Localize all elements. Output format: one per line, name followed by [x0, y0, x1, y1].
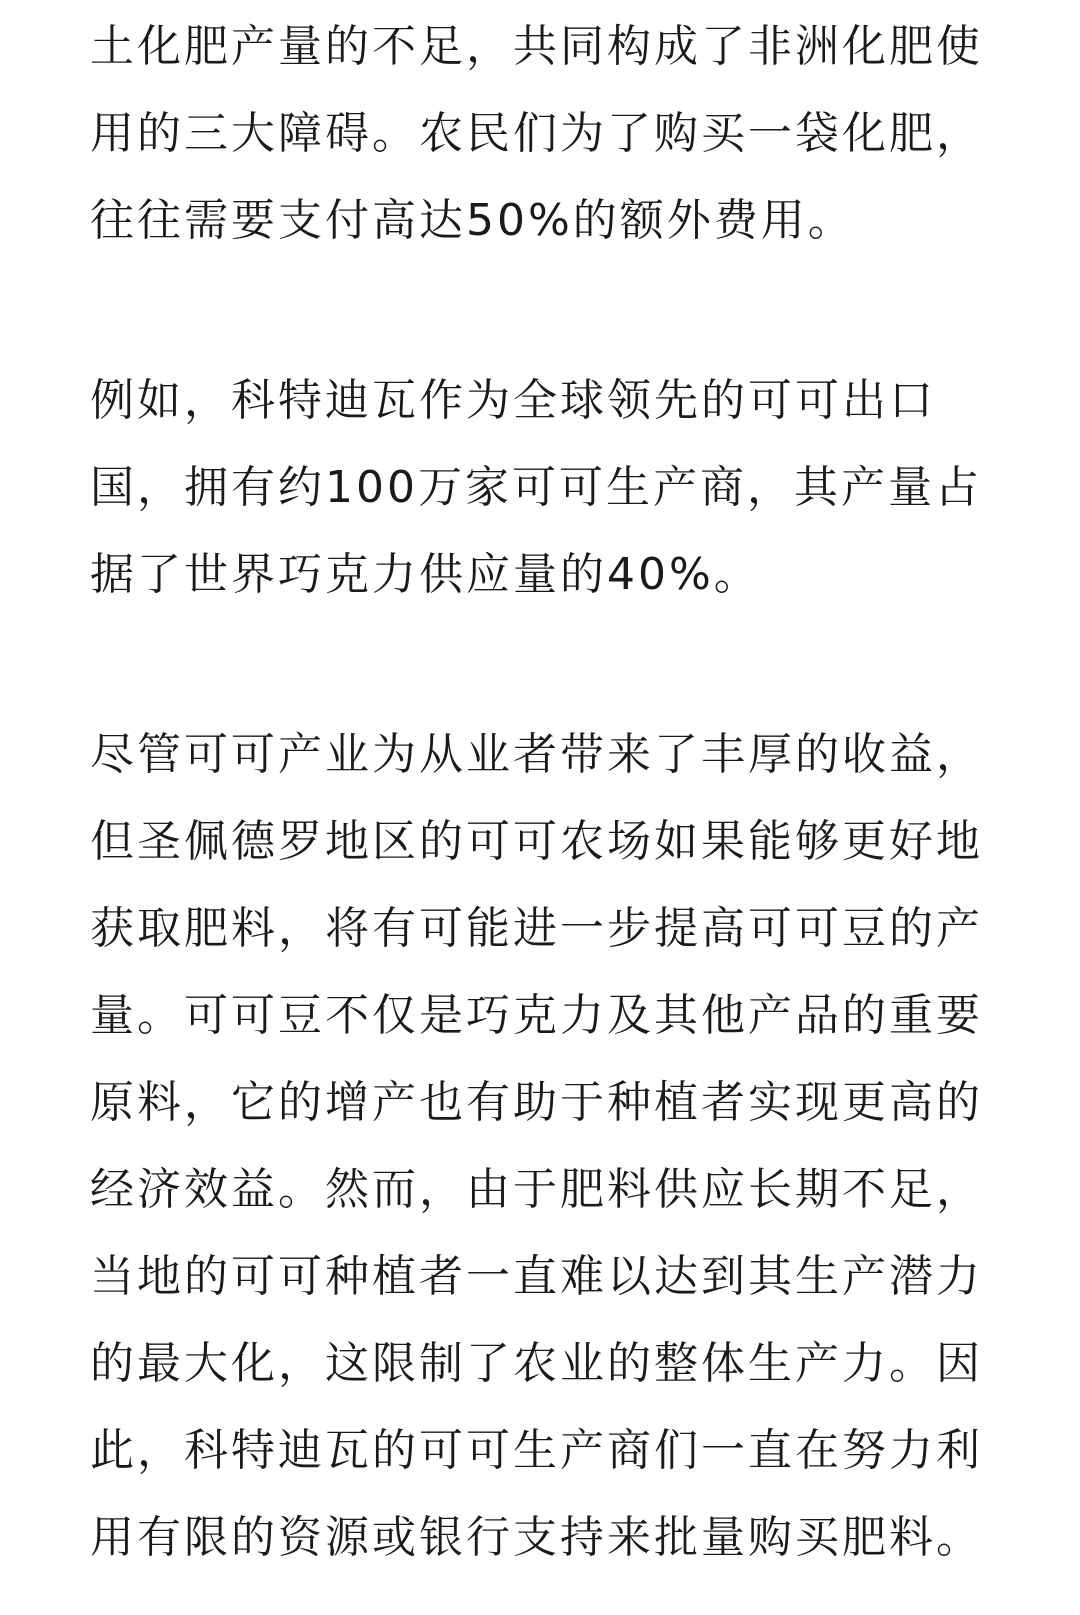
text-line: 的最大化，这限制了农业的整体生产力。因: [90, 1338, 983, 1389]
text-line: 例如，科特迪瓦作为全球领先的可可出口: [90, 375, 936, 426]
text-line: 但圣佩德罗地区的可可农场如果能够更好地: [90, 816, 983, 867]
text-line: 国，拥有约100万家可可生产商，其产量占: [90, 462, 982, 513]
paragraph-gap: [90, 264, 980, 357]
text-line: 此，科特迪瓦的可可生产商们一直在努力利: [90, 1425, 983, 1476]
text-line: 尽管可可产业为从业者带来了丰厚的收益，: [90, 729, 983, 780]
paragraph-1: [90, 3, 983, 264]
text-line: 用有限的资源或银行支持来批量购买肥料。: [90, 1512, 983, 1563]
text-line: 土化肥产量的不足，共同构成了非洲化肥使: [90, 21, 983, 72]
paragraph-3: [90, 711, 983, 1581]
text-line: 获取肥料，将有可能进一步提高可可豆的产: [90, 903, 983, 954]
text-line: 量。可可豆不仅是巧克力及其他产品的重要: [90, 990, 983, 1041]
text-line: 经济效益。然而，由于肥料供应长期不足，: [90, 1164, 983, 1215]
text-line: 原料，它的增产也有助于种植者实现更高的: [90, 1077, 983, 1128]
paragraph-gap: [90, 618, 980, 711]
text-line: 用的三大障碍。农民们为了购买一袋化肥，: [90, 108, 983, 159]
text-line: 当地的可可种植者一直难以达到其生产潜力: [90, 1251, 983, 1302]
article-body: [90, 0, 983, 1581]
text-line: 据了世界巧克力供应量的40%。: [90, 549, 761, 600]
paragraph-2: [90, 357, 980, 618]
text-line: 往往需要支付高达50%的额外费用。: [90, 195, 855, 246]
